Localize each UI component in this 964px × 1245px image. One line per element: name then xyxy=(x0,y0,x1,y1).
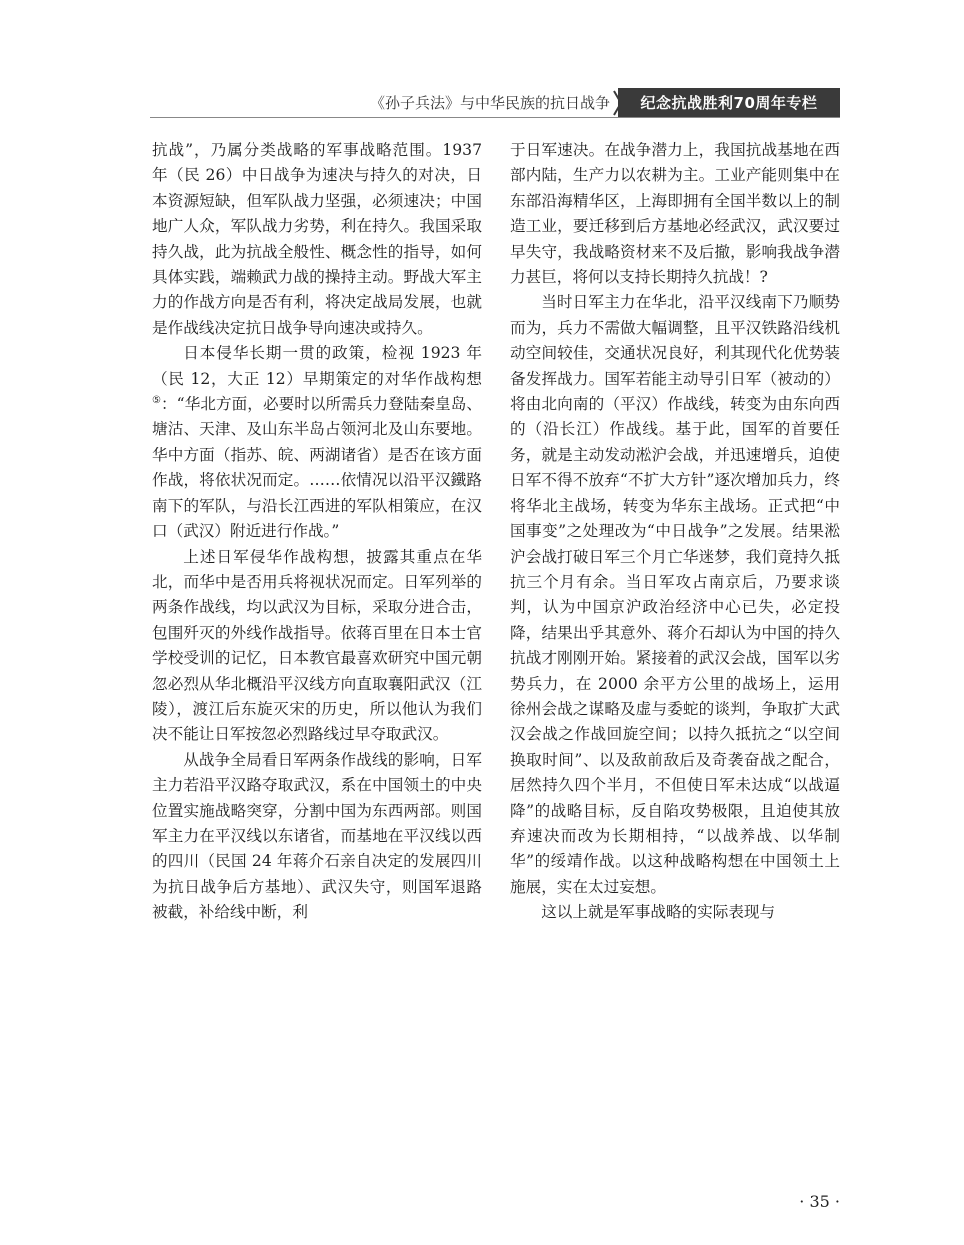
paragraph xyxy=(152,341,482,544)
section-tag: 纪念抗战胜利70周年专栏 xyxy=(618,88,840,118)
footnote-marker: ⑤ xyxy=(152,394,162,406)
paragraph-text: ：“华北方面，必要时以所需兵力登陆秦皇岛、塘沽、天津、及山东半岛占领河北及山东要地。华中方面（指苏、皖、两湖诸省）是否在该方面作战，将依状况而定。……依情况以沿平汉鐵路南下的军队，与沿长江西进的军队相策应，在汉口（武汉）附近进行作战。” xyxy=(152,395,482,541)
paragraph: 这以上就是军事战略的实际表现与 xyxy=(541,903,776,922)
header-rule xyxy=(150,117,840,118)
paragraph: 抗战”，乃属分类战略的军事战略范围。1937 年（民 26）中日战争为速决与持久的对决，日本资源短缺，但军队战力坚强，必须速决；中国地广人众，军队战力劣势，利在持久。我国采取持久战，此为抗战全般性、概念性的指导，如何具体实践，端赖武力战的操持主动。野战大军主力的作战方向是否有利，将决定战局发展，也就是作战线决定抗日战争导向速决或持久。 xyxy=(152,141,482,337)
paragraph: 上述日军侵华作战构想，披露其重点在华北，而华中是否用兵将视状况而定。日军列举的两条作战线，均以武汉为目标，采取分进合击，包围歼灭的外线作战指导。依蒋百里在日本士官学校受训的记忆，日本教官最喜欢研究中国元朝忽必烈从华北概沿平汉线方向直取襄阳武汉（江陵），渡江后东旋灭宋的历史，所以他认为我们决不能让日军按忽必烈路线过早夺取武汉。 xyxy=(152,547,482,744)
right-column xyxy=(510,138,840,926)
paragraph-text: 日本侵华长期一贯的政策，检视 1923 年（民 12，大正 12）早期策定的对华作战构想 xyxy=(152,344,482,388)
paragraph: 于日军速决。在战争潜力上，我国抗战基地在西部内陆，生产力以农耕为主。工业产能则集中在东部沿海精华区，上海即拥有全国半数以上的制造工业，要迁移到后方基地必经武汉，武汉要过早失守，我战略资材来不及后撤，影响我战争潜力甚巨，将何以支持长期持久抗战！? xyxy=(510,141,840,287)
paragraph: 当时日军主力在华北，沿平汉线南下乃顺势而为，兵力不需做大幅调整，且平汉铁路沿线机动空间较佳，交通状况良好，利其现代化优势装备发挥战力。国军若能主动导引日军（被动的）将由北向南的（平汉）作战线，转变为由东向西的（沿长江）作战线。基于此，国军的首要任务，就是主动发动淞沪会战，并迅速增兵，迫使日军不得不放弃“不扩大方针”逐次增加兵力，终将华北主战场，转变为华东主战场。正式把“中国事变”之处理改为“中日战争”之发展。结果淞沪会战打破日军三个月亡华迷梦，我们竟持久抵抗三个月有余。当日军攻占南京后，乃要求谈判，认为中国京沪政治经济中心已失，必定投降，结果出乎其意外、蒋介石却认为中国的持久抗战才刚刚开始。紧接着的武汉会战，国军以劣势兵力，在 2000 余平方公里的战场上，运用徐州会战之谋略及虚与委蛇的谈判，争取扩大武汉会战之作战回旋空间；以持久抵抗之“以空间换取时间”、以及敌前敌后及奇袭奋战之配合，居然持久四个半月，不但使日军未达成“以战逼降”的战略目标，反自陷攻势极限，且迫使其放弃速决而改为长期相持，“以战养战、以华制华”的绥靖作战。以这种战略构想在中国领土上施展，实在太过妄想。 xyxy=(510,293,840,896)
left-column xyxy=(152,138,482,926)
running-header xyxy=(150,88,840,118)
page-number: · 35 · xyxy=(799,1192,840,1211)
paragraph: 从战争全局看日军两条作战线的影响，日军主力若沿平汉路夺取武汉，系在中国领土的中央位置实施战略突穿，分割中国为东西两部。则国军主力在平汉线以东诸省，而基地在平汉线以西的四川（民国 24 年蒋介石亲自决定的发展四川为抗日战争后方基地）、武汉失守，则国军退路被截，补给线中断，利 xyxy=(152,750,482,922)
header-title: 《孙子兵法》与中华民族的抗日战争 xyxy=(369,94,610,112)
